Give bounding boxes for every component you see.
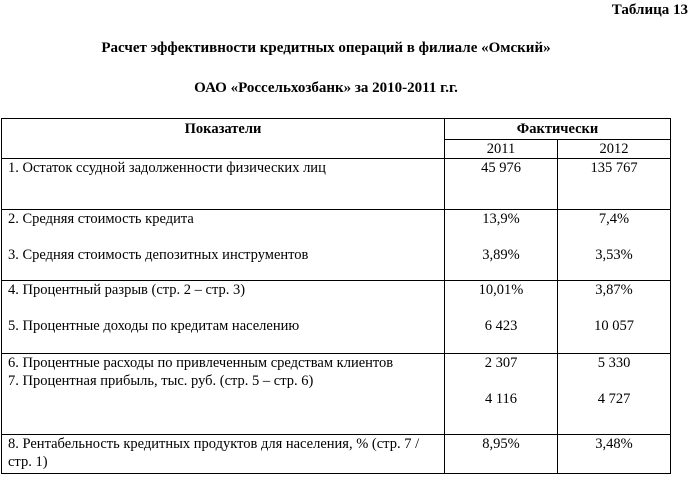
row-values-2012	[558, 210, 671, 281]
row-value-2012: 135 767	[558, 159, 671, 210]
row-label: 6. Процентные расходы по привлеченным средствам клиентов	[8, 355, 394, 371]
table-row	[2, 159, 671, 210]
row-label-group	[2, 210, 445, 281]
row-label: 2. Средняя стоимость кредита	[8, 211, 194, 227]
table-title: Расчет эффективности кредитных операций в филиале «Омский»	[101, 40, 551, 56]
row-label: 1. Остаток ссудной задолженности физических лиц	[2, 159, 445, 210]
row-label-group	[2, 281, 445, 354]
row-value-2011: 3,89%	[482, 247, 520, 263]
row-value-2011: 13,9%	[482, 211, 520, 227]
efficiency-table	[1, 118, 671, 474]
row-value-2011: 8,95%	[445, 435, 558, 474]
table-row-group	[2, 354, 671, 435]
row-value-2012: 3,87%	[595, 282, 633, 298]
table-row-group	[2, 210, 671, 281]
row-label: 4. Процентный разрыв (стр. 2 – стр. 3)	[8, 282, 246, 298]
row-values-2011	[445, 210, 558, 281]
table-row	[2, 435, 671, 474]
row-values-2011	[445, 354, 558, 435]
header-year-2011: 2011	[445, 140, 558, 159]
row-values-2011	[445, 281, 558, 354]
row-value-2012: 4 727	[597, 391, 631, 407]
row-value-2011: 4 116	[484, 391, 518, 407]
header-indicators: Показатели	[2, 119, 445, 159]
row-label: 5. Процентные доходы по кредитам населению	[8, 318, 300, 334]
row-value-2012: 3,53%	[595, 247, 633, 263]
row-value-2011: 2 307	[484, 355, 518, 371]
row-value-2012: 5 330	[597, 355, 631, 371]
row-value-2011: 6 423	[484, 318, 518, 334]
table-subtitle: ОАО «Россельхозбанк» за 2010-2011 г.г.	[194, 80, 458, 96]
row-label: 8. Рентабельность кредитных продуктов для населения, % (стр. 7 / стр. 1)	[2, 435, 445, 474]
header-actual: Фактически	[445, 119, 671, 140]
table-row-group	[2, 281, 671, 354]
row-label-group	[2, 354, 445, 435]
row-label: 3. Средняя стоимость депозитных инструментов	[8, 247, 309, 263]
row-value-2011: 45 976	[445, 159, 558, 210]
row-label: 7. Процентная прибыль, тыс. руб. (стр. 5 – стр. 6)	[8, 373, 314, 389]
row-value-2011: 10,01%	[478, 282, 524, 298]
row-values-2012	[558, 354, 671, 435]
row-values-2012	[558, 281, 671, 354]
row-value-2012: 10 057	[594, 318, 634, 334]
row-value-2012: 3,48%	[558, 435, 671, 474]
header-year-2012: 2012	[558, 140, 671, 159]
row-value-2012: 7,4%	[598, 211, 630, 227]
table-number: Таблица 13	[611, 2, 688, 18]
